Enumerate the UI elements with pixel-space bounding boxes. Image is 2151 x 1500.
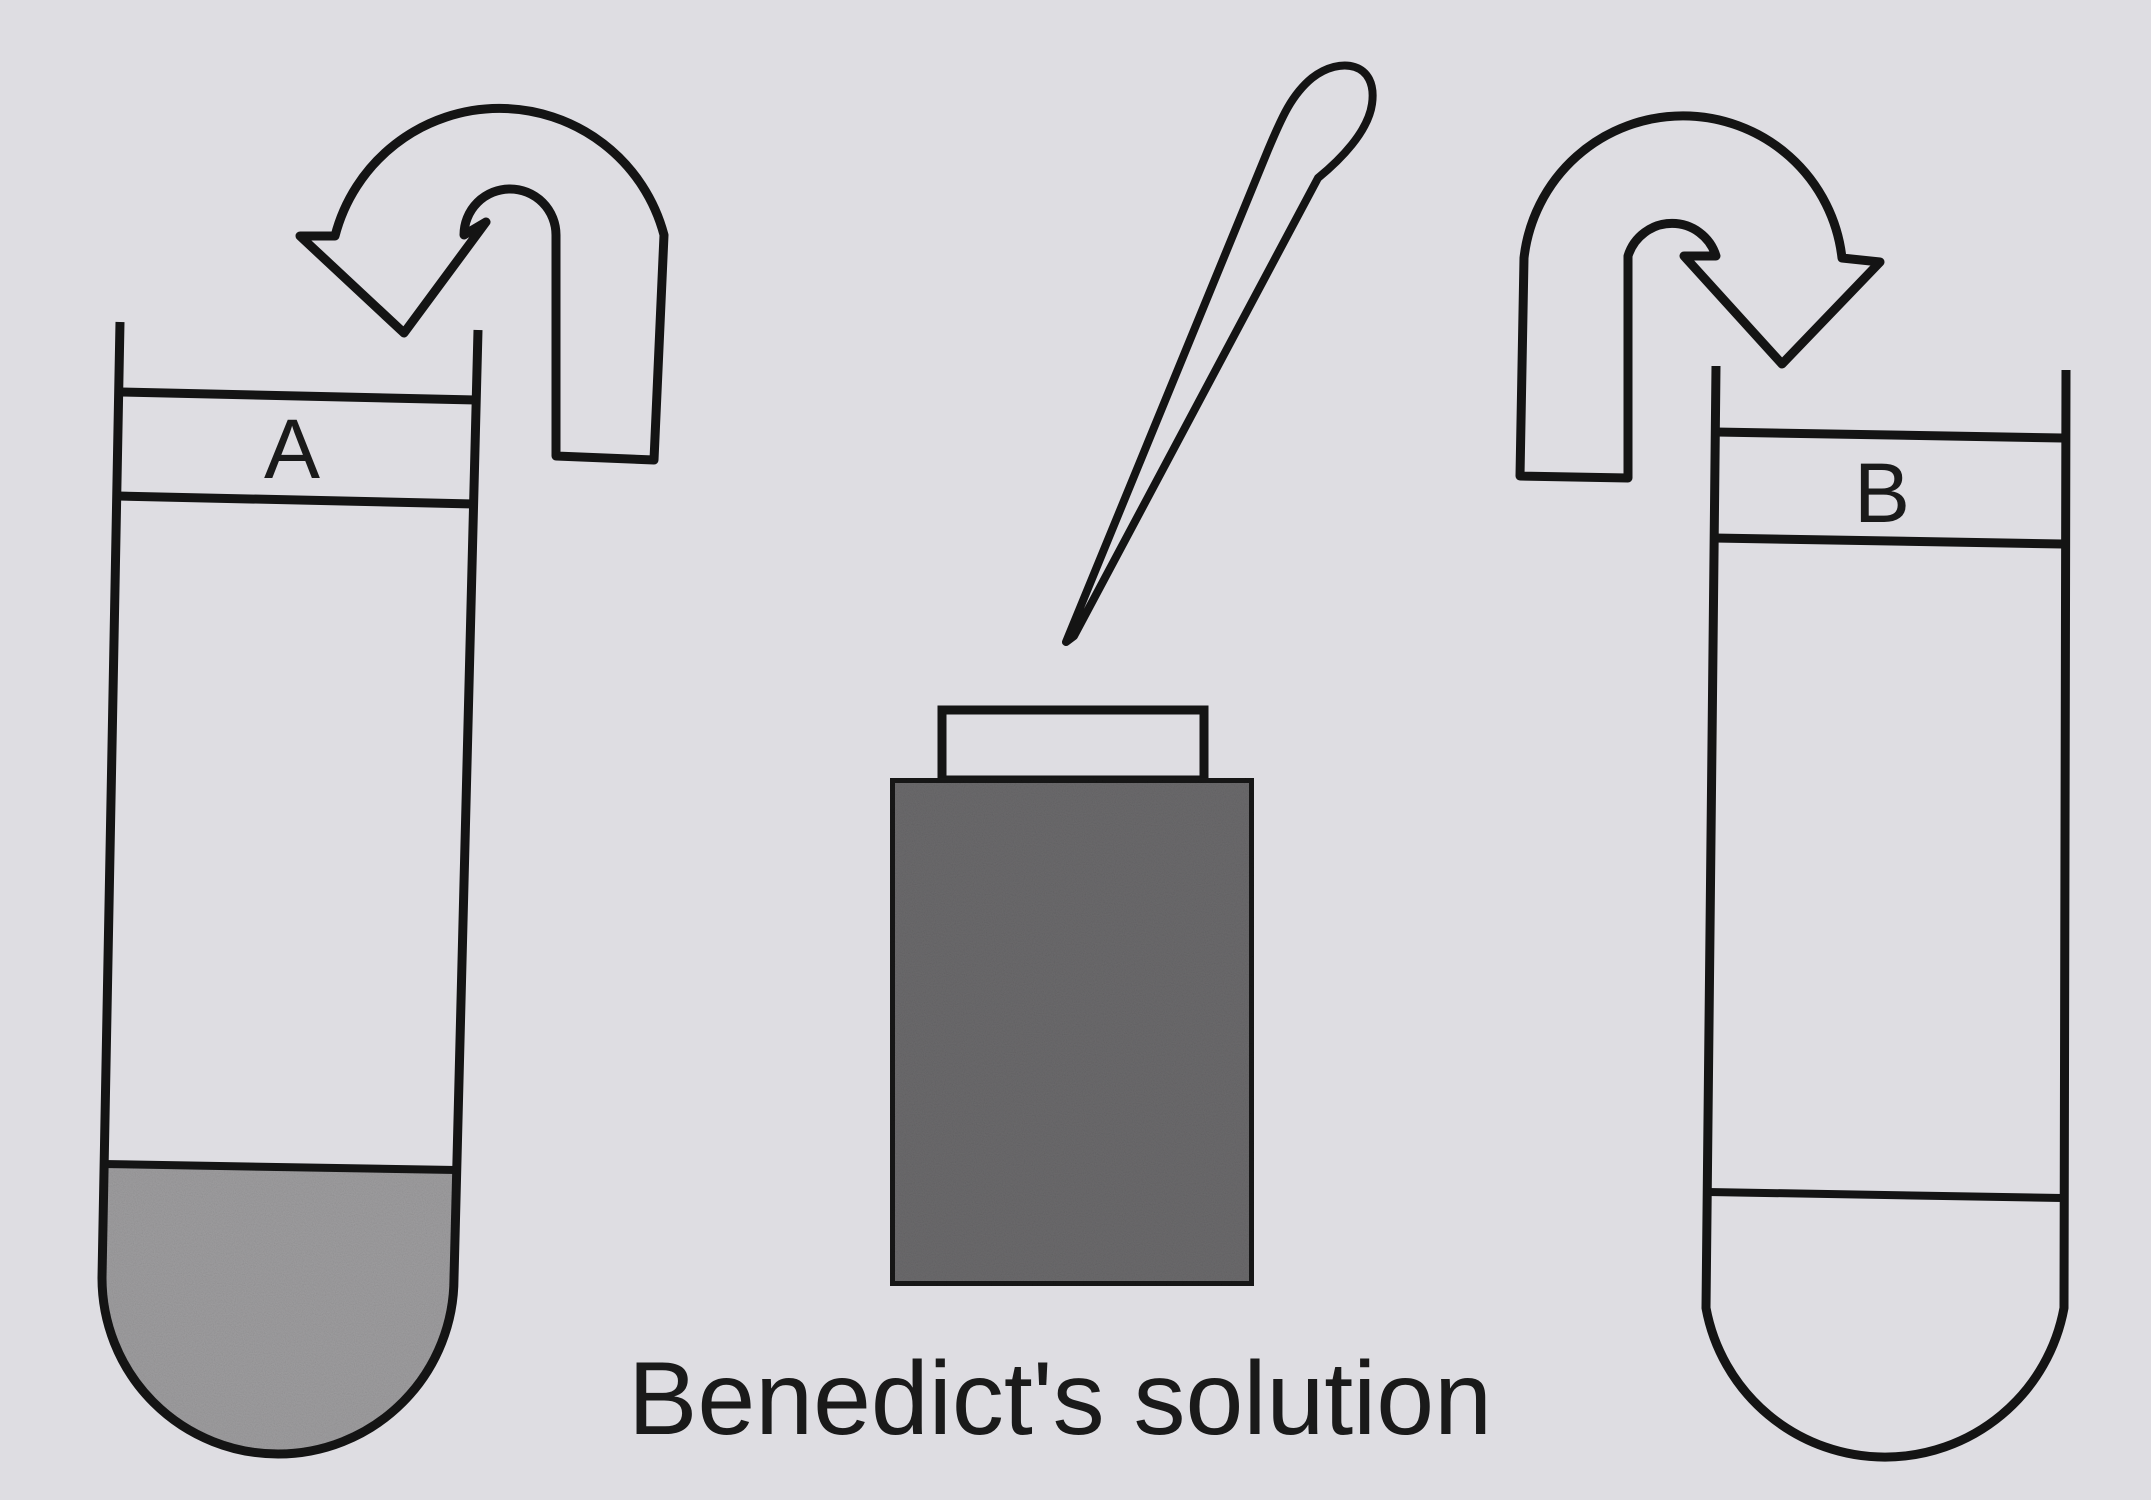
bottle-cap [942,710,1204,780]
benedicts-bottle [890,710,1254,1286]
tube-b-label: B [1853,446,1911,540]
tube-a-label: A [263,402,321,496]
bottle-caption: Benedict's solution [628,1341,1492,1457]
bottle-body [890,778,1254,1286]
tube-b-label-top-line [1716,432,2062,438]
test-tube-b [1706,366,2066,1457]
